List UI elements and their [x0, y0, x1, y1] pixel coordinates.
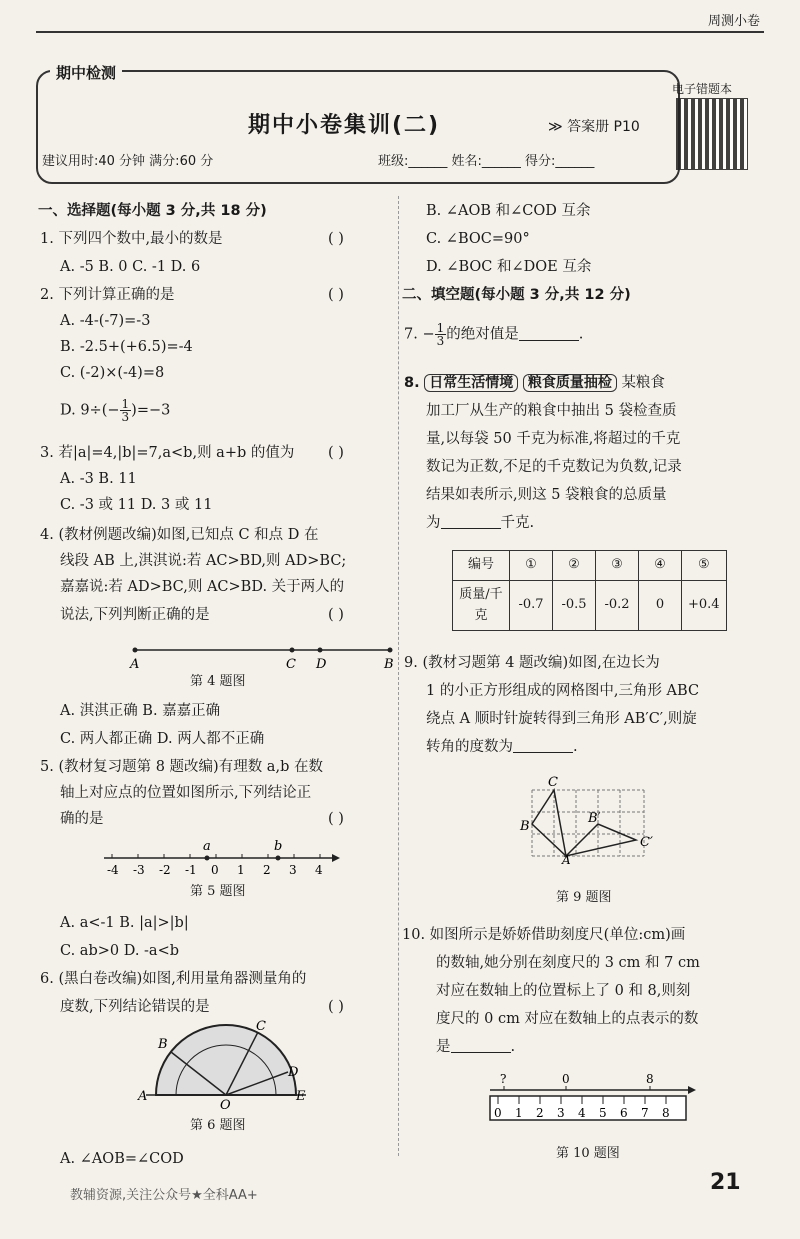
q6-answer-slot[interactable]: ( ) — [328, 999, 344, 1015]
q5-options-ab: A. a<-1 B. |a|>|b| — [60, 915, 189, 931]
q5-tick-label: -4 — [107, 863, 119, 877]
q2-option-b: B. -2.5+(+6.5)=-4 — [60, 339, 193, 355]
q5-point-b: b — [274, 839, 283, 854]
table-cell: -0.2 — [596, 580, 639, 631]
q10-axis-label: ? — [500, 1072, 507, 1086]
table-header-cell: ② — [553, 551, 596, 581]
q5-options-cd: C. ab>0 D. -a<b — [60, 943, 180, 959]
q10-ruler-label: 7 — [641, 1106, 649, 1120]
q6-option-c: C. ∠BOC=90° — [426, 231, 530, 247]
q6-point-b: B — [158, 1037, 168, 1052]
q10-ruler-label: 3 — [557, 1106, 565, 1120]
q8-tag-context: 日常生活情境 — [424, 374, 518, 392]
q6-line-2: 度数,下列结论错误的是 — [60, 999, 210, 1015]
answer-reference: ≫ 答案册 P10 — [548, 119, 640, 135]
page-number: 21 — [710, 1170, 741, 1195]
page-title: 期中小卷集训(二) — [248, 113, 441, 138]
q9-point-b-prime: B′ — [588, 811, 601, 826]
table-cell: -0.7 — [510, 580, 553, 631]
q9-answer-blank[interactable] — [513, 738, 573, 753]
q10-ruler-label: 4 — [578, 1106, 586, 1120]
q3-answer-slot[interactable]: ( ) — [328, 445, 344, 461]
q1-stem: 1. 下列四个数中,最小的数是 — [40, 231, 223, 247]
q10-ruler-label: 2 — [536, 1106, 544, 1120]
q5-tick-label: 3 — [289, 863, 297, 877]
q5-answer-slot[interactable]: ( ) — [328, 811, 344, 827]
q9-point-c: C — [548, 775, 558, 790]
q5-number-line — [100, 836, 340, 882]
q10-answer-blank[interactable] — [451, 1038, 511, 1053]
q4-point-d: D — [316, 657, 327, 672]
table-row — [453, 580, 727, 631]
q8-line-1: 8. 日常生活情境 粮食质量抽检 某粮食 — [404, 375, 665, 391]
q6-caption: 第 6 题图 — [190, 1118, 246, 1133]
q4-point-b: B — [384, 657, 394, 672]
q5-caption: 第 5 题图 — [190, 884, 246, 899]
q2-stem: 2. 下列计算正确的是 — [40, 287, 175, 303]
header-tag: 周测小卷 — [707, 14, 760, 29]
q8-line-3: 量,以每袋 50 千克为标准,将超过的千克 — [426, 431, 681, 447]
q6-option-a: A. ∠AOB=∠COD — [60, 1151, 184, 1167]
section-choice-heading: 一、选择题(每小题 3 分,共 18 分) — [38, 203, 267, 219]
q10-line-2: 的数轴,她分别在刻度尺的 3 cm 和 7 cm — [436, 955, 700, 971]
q10-ruler-label: 5 — [599, 1106, 607, 1120]
q5-tick-label: -1 — [185, 863, 197, 877]
q4-caption: 第 4 题图 — [190, 674, 246, 689]
q5-tick-label: -3 — [133, 863, 145, 877]
q5-line-3: 确的是 — [60, 811, 104, 827]
q4-line-2: 线段 AB 上,淇淇说:若 AC>BD,则 AD>BC; — [60, 553, 347, 569]
q9-point-a: A — [562, 853, 571, 864]
q1-options: A. -5 B. 0 C. -1 D. 6 — [60, 259, 201, 275]
q4-line-3: 嘉嘉说:若 AD>BC,则 AC>BD. 关于两人的 — [60, 579, 345, 595]
q4-segment-figure — [120, 638, 400, 672]
q3-stem: 3. 若|a|=4,|b|=7,a<b,则 a+b 的值为 — [40, 445, 295, 461]
q10-ruler-label: 0 — [494, 1106, 502, 1120]
q6-point-a: A — [138, 1089, 148, 1104]
table-row — [453, 551, 727, 581]
q5-line-1: 5. (教材复习题第 8 题改编)有理数 a,b 在数 — [40, 759, 323, 775]
q7-stem: 7. − $\frac{1}{3}$ 的绝对值是 . — [404, 321, 584, 348]
q5-point-a: a — [203, 839, 211, 854]
table-header-cell: 编号 — [453, 551, 510, 581]
q10-axis-label: 8 — [646, 1072, 654, 1086]
q4-point-c: C — [286, 657, 296, 672]
q7-answer-blank[interactable] — [519, 326, 579, 341]
q6-protractor-figure — [136, 1020, 316, 1110]
q5-tick-label: 4 — [315, 863, 323, 877]
q9-line-3: 绕点 A 顺时针旋转得到三角形 AB′C′,则旋 — [426, 711, 697, 727]
q6-option-d: D. ∠BOC 和∠DOE 互余 — [426, 259, 592, 275]
q10-ruler-label: 8 — [662, 1106, 670, 1120]
q5-line-2: 轴上对应点的位置如图所示,下列结论正 — [60, 785, 312, 801]
table-header-cell: ③ — [596, 551, 639, 581]
table-header-cell: ⑤ — [682, 551, 727, 581]
qr-code-icon[interactable] — [676, 98, 748, 170]
q6-point-o: O — [220, 1098, 231, 1110]
q8-line-2: 加工厂从生产的粮食中抽出 5 袋检查质 — [426, 403, 677, 419]
q2-option-c: C. (-2)×(-4)=8 — [60, 365, 165, 381]
q9-point-c-prime: C′ — [640, 835, 653, 850]
table-header-cell: ④ — [639, 551, 682, 581]
q6-point-e: E — [296, 1089, 306, 1104]
table-cell: +0.4 — [682, 580, 727, 631]
q3-options-cd: C. -3 或 11 D. 3 或 11 — [60, 497, 213, 513]
q10-ruler-label: 6 — [620, 1106, 628, 1120]
q2-option-d: D. 9÷(− $\frac{1}{3}$ )=−3 — [60, 397, 171, 424]
q8-tag-topic: 粮食质量抽检 — [523, 374, 617, 392]
q10-line-4: 度尺的 0 cm 对应在数轴上的点表示的数 — [436, 1011, 699, 1027]
q9-line-4: 转角的度数为 . — [426, 739, 578, 755]
footer-note: 教辅资源,关注公众号★全科AA+ — [70, 1188, 258, 1203]
q4-options-ab: A. 淇淇正确 B. 嘉嘉正确 — [60, 703, 221, 719]
q10-line-3: 对应在数轴上的位置标上了 0 和 8,则刻 — [436, 983, 691, 999]
q6-option-b: B. ∠AOB 和∠COD 互余 — [426, 203, 591, 219]
q8-line-5: 结果如表所示,则这 5 袋粮食的总质量 — [426, 487, 667, 503]
q2-answer-slot[interactable]: ( ) — [328, 287, 344, 303]
q8-line-4: 数记为正数,不足的千克数记为负数,记录 — [426, 459, 682, 475]
q2-option-a: A. -4-(-7)=-3 — [60, 313, 151, 329]
q10-line-5: 是 . — [436, 1039, 516, 1055]
q6-point-c: C — [256, 1020, 266, 1034]
q8-table — [452, 550, 727, 631]
time-score-info: 建议用时:40 分钟 满分:60 分 — [42, 154, 214, 169]
q4-point-a: A — [130, 657, 140, 672]
q9-line-2: 1 的小正方形组成的网格图中,三角形 ABC — [426, 683, 700, 699]
table-row-label: 质量/千克 — [453, 580, 510, 631]
q5-tick-label: -2 — [159, 863, 171, 877]
q5-tick-label: 2 — [263, 863, 271, 877]
header-rule — [36, 31, 764, 33]
q5-tick-label: 0 — [211, 863, 219, 877]
q9-point-b: B — [520, 819, 530, 834]
q6-point-d: D — [288, 1065, 299, 1080]
table-header-cell: ① — [510, 551, 553, 581]
q10-ruler-label: 1 — [515, 1106, 523, 1120]
q10-line-1: 10. 如图所示是娇娇借助刻度尺(单位:cm)画 — [402, 927, 686, 943]
section-label: 期中检测 — [50, 62, 122, 83]
q10-ruler-figure — [484, 1072, 704, 1126]
q9-line-1: 9. (教材习题第 4 题改编)如图,在边长为 — [404, 655, 660, 671]
column-divider — [398, 196, 400, 1156]
q4-options-cd: C. 两人都正确 D. 两人都不正确 — [60, 731, 265, 747]
q8-line-6: 为 千克. — [426, 515, 535, 531]
q1-answer-slot[interactable]: ( ) — [328, 231, 344, 247]
q4-line-4: 说法,下列判断正确的是 — [60, 607, 210, 623]
section-fill-heading: 二、填空题(每小题 3 分,共 12 分) — [402, 287, 631, 303]
q10-caption: 第 10 题图 — [556, 1146, 620, 1161]
q9-caption: 第 9 题图 — [556, 890, 612, 905]
q6-line-1: 6. (黑白卷改编)如图,利用量角器测量角的 — [40, 971, 307, 987]
qr-label: 电子错题本 — [672, 82, 733, 96]
table-cell: 0 — [639, 580, 682, 631]
q8-answer-blank[interactable] — [441, 514, 501, 529]
q3-options-ab: A. -3 B. 11 — [60, 471, 137, 487]
q9-grid-figure — [516, 774, 666, 864]
q4-answer-slot[interactable]: ( ) — [328, 607, 344, 623]
q10-axis-label: 0 — [562, 1072, 570, 1086]
student-fields: 班级:______ 姓名:______ 得分:______ — [378, 154, 595, 169]
q5-tick-label: 1 — [237, 863, 245, 877]
q4-line-1: 4. (教材例题改编)如图,已知点 C 和点 D 在 — [40, 527, 319, 543]
table-cell: -0.5 — [553, 580, 596, 631]
